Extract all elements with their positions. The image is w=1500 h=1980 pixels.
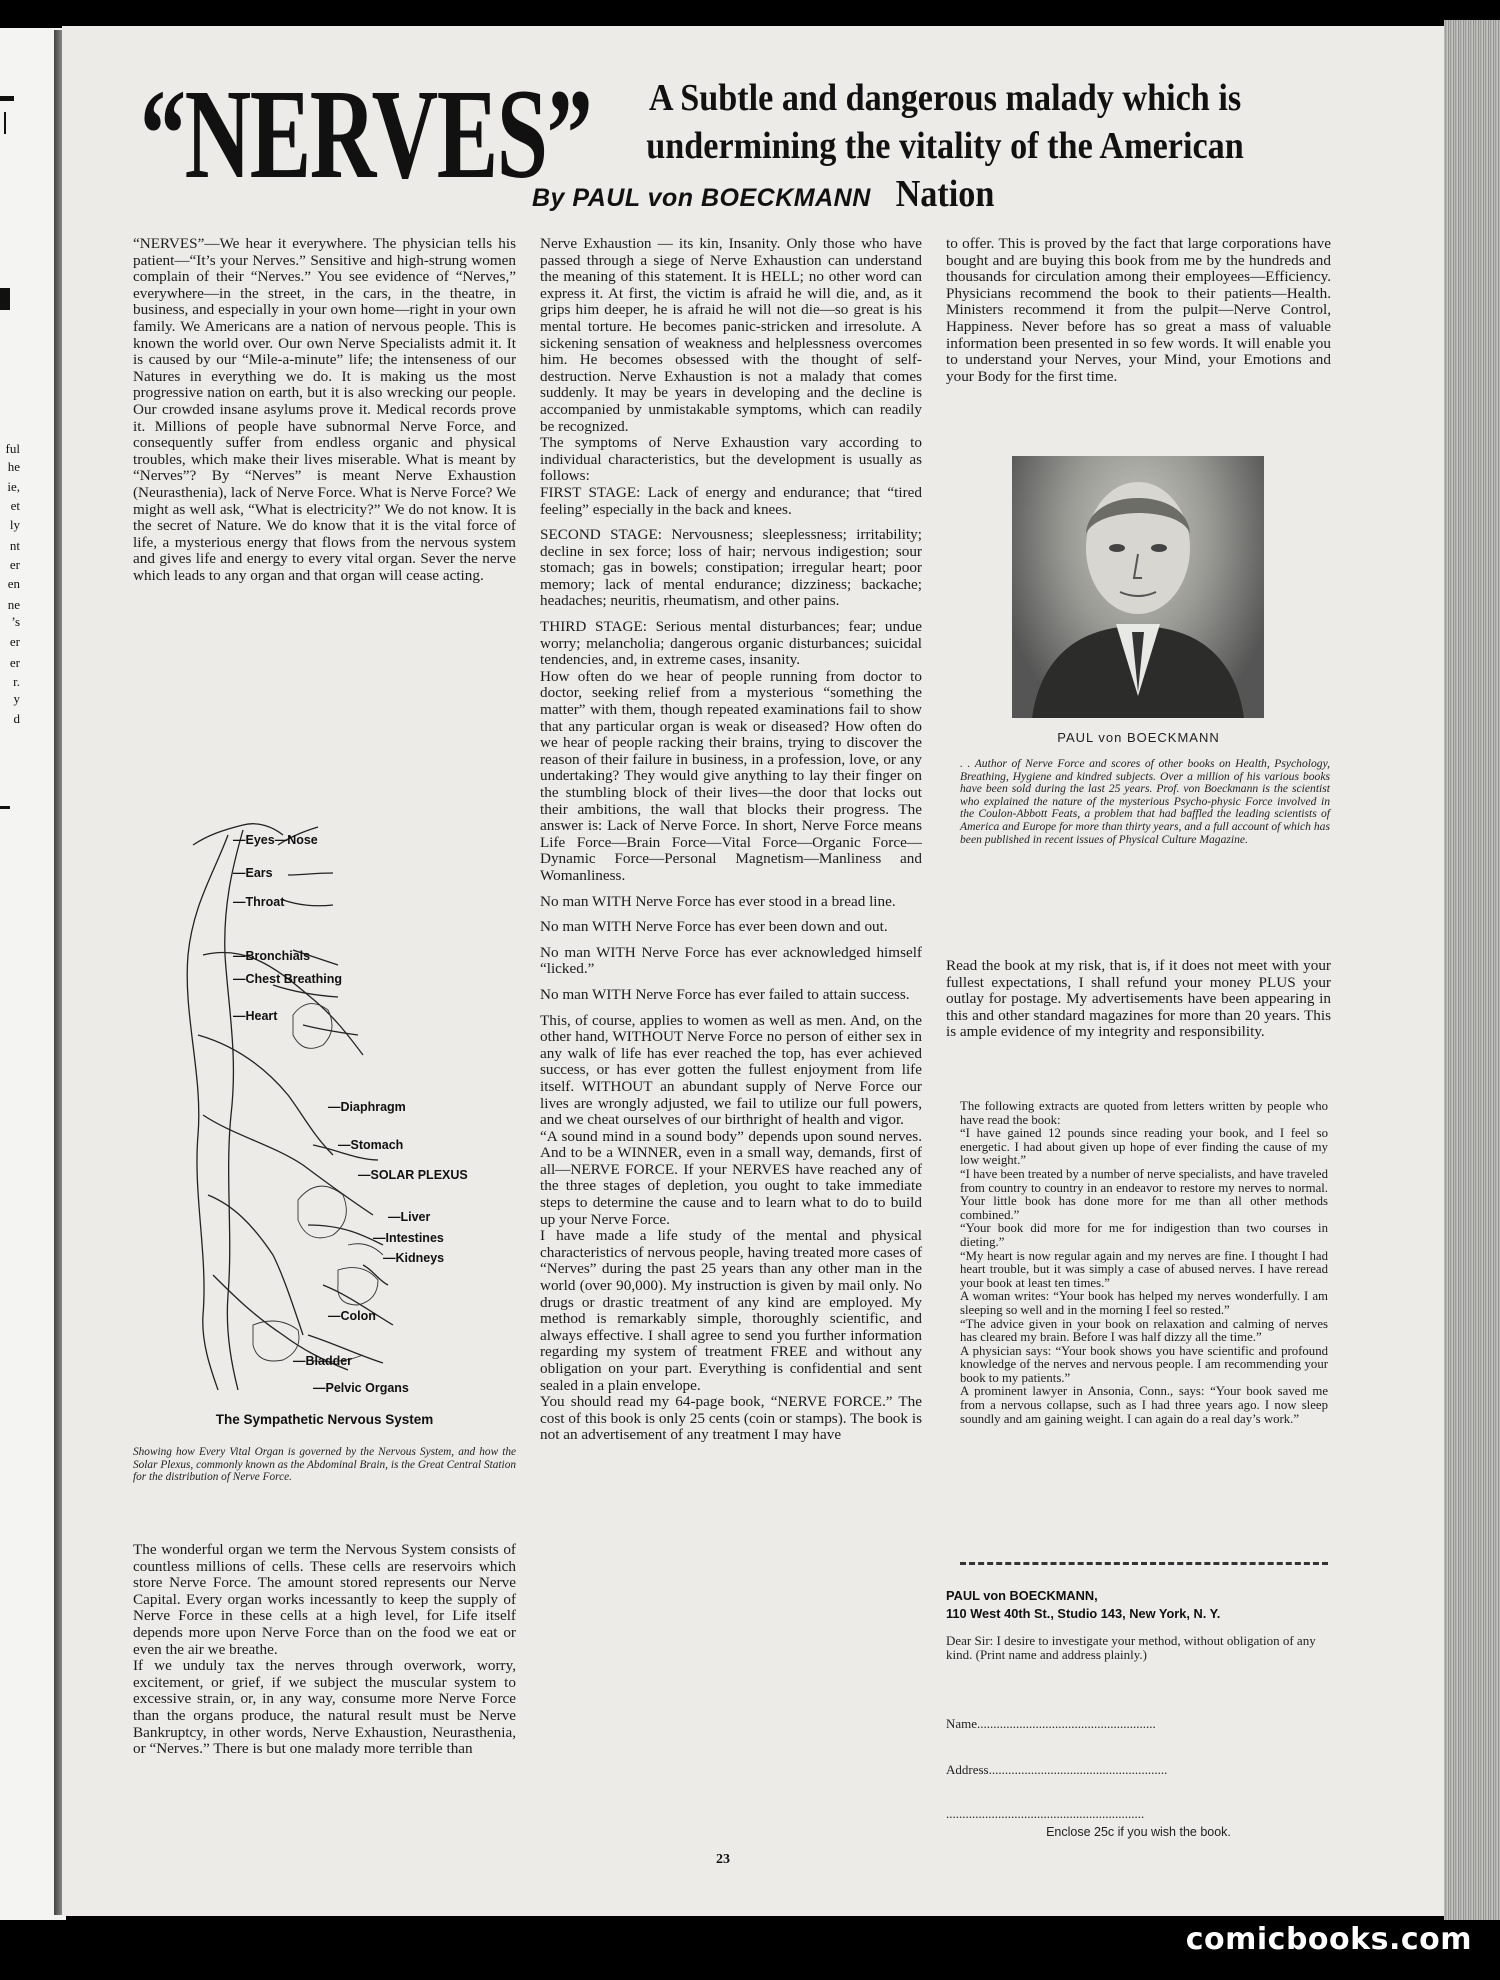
page-number: 23	[716, 1852, 730, 1867]
left-page-fragment: nt	[9, 538, 20, 553]
diagram-label-bladder: —Bladder	[293, 1354, 353, 1368]
left-page-fragment: en	[7, 576, 20, 591]
coupon-recipient-address: 110 West 40th St., Studio 143, New York, N. Y.	[946, 1606, 1221, 1621]
testimonial: A woman writes: “Your book has helped my nerves wonderfully. I am sleeping so well and in the morning I feel so rested.”	[960, 1289, 1328, 1317]
portrait-caption: PAUL von BOECKMANN	[1057, 730, 1220, 745]
testimonial-intro: The following extracts are quoted from letters written by people who have read the book:	[960, 1099, 1328, 1127]
left-page-fragment: ’s	[11, 614, 20, 629]
paragraph: Nerve Exhaustion — its kin, Insanity. Only those who have passed through a siege of Nerve Exhaustion can understand the meaning of this statement. It is HELL; no other word can express it. At first, the victim is afraid he will die, and, as it grips him deeper, he is afraid he will not die—so great is his mental torture. He becomes panic-stricken and irresolute. A sickening sensation of weakness and helplessness overcomes him. He becomes obsessed with the thought of self-destruction. Nerve Exhaustion is not a malady that comes suddenly. It may be years in developing and the decline is accompanied by unmistakable symptoms, which can readily be recognized.	[540, 235, 922, 435]
testimonials	[960, 1100, 1328, 1426]
byline: By PAUL von BOECKMANN	[532, 184, 871, 212]
coupon-address-line-2[interactable]: .............................................................	[946, 1806, 1145, 1821]
diagram-label-pelvic-organs: —Pelvic Organs	[313, 1381, 409, 1395]
diagram-label-colon: —Colon	[328, 1309, 376, 1323]
coupon-name-field[interactable]: Name.......................................................	[946, 1716, 1156, 1731]
diagram-label-liver: —Liver	[388, 1210, 431, 1224]
paragraph: “NERVES”—We hear it everywhere. The physician tells his patient—“It’s your Nerves.” Sensitive and high-strung women complain of their “Nerves.” You see evidence of “Nerves,” everywhere—in the street, in the cars, in the theatre, in business, and especially in your own home—right in your own family. We Americans are a nation of nervous people. This is known the world over. Our own Nerve Specialists admit it. It is caused by our “Mile-a-minute” life; the intenseness of our Natures in everything we do. It is making us the most progressive nation on earth, but it is also wrecking our people. Our crowded insane asylums prove it. Medical records prove it. Millions of people have subnormal Nerve Force, and consequently suffer from endless organic and physical troubles, which make their lives miserable. What is meant by “Nerves”? By “Nerves” is meant Nerve Exhaustion (Neurasthenia), lack of Nerve Force. What is Nerve Force? We might as well ask, “What is electricity?” We do not know. It is the secret of Nature. We do know that it is the vital force of life, a mysterious energy that flows from the nervous system and gives life and energy to every vital organ. Sever the nerve which leads to any organ and that organ will cease acting.	[133, 235, 516, 584]
diagram-label-diaphragm: —Diaphragm	[328, 1100, 406, 1114]
testimonial: “The advice given in your book on relaxation and calming of nerves has cleared my brain. Before I was half dizzy all the time.”	[960, 1316, 1328, 1345]
diagram-label-ears: —Ears	[233, 866, 273, 880]
left-page-fragment: ne	[7, 597, 20, 612]
testimonial: “My heart is now regular again and my nerves are fine. I thought I had heart trouble, but it was simply a case of abused nerves. I have reread your book at least ten times.”	[960, 1248, 1328, 1290]
column-1-continued	[133, 1542, 516, 1758]
paragraph: THIRD STAGE: Serious mental disturbances; fear; undue worry; melancholia; dangerous organic disturbances; suicidal tendencies, and, in extreme cases, insanity.	[540, 618, 922, 669]
paragraph: No man WITH Nerve Force has ever failed to attain success.	[540, 985, 910, 1003]
diagram-label-bronchials: —Bronchials	[233, 949, 311, 963]
paragraph: No man WITH Nerve Force has ever been down and out.	[540, 918, 888, 936]
paragraph: This, of course, applies to women as well as men. And, on the other hand, WITHOUT Nerve Force no person of either sex in any walk of life has ever reached the top, has ever achieved success, or has ever gotten the fullest enjoyment from life itself. WITHOUT an abundant supply of Nerve Force our lives are wrongly adjusted, we fail to utilize our full powers, and we cheat ourselves of our birthright of health and vigor.	[540, 1011, 922, 1129]
diagram-caption: Showing how Every Vital Organ is governed by the Nervous System, and how the Solar Plexus, commonly known as the Abdominal Brain, is the Great Central Station for the distribution of Nerve Force.	[133, 1446, 516, 1484]
left-page-fragment: er	[9, 557, 20, 572]
paragraph: I have made a life study of the mental and physical characteristics of nervous people, having treated more cases of “Nerves” during the past 25 years than any other man in the world (over 90,000). My instruction is given by mail only. No drugs or drastic treatment of any kind are employed. My method is remarkably simple, thoroughly scientific, and always effective. I shall agree to send you further information regarding my system of treatment FREE and without any obligation on your part. Everything is confidential and sent sealed in a plain envelope.	[540, 1227, 922, 1394]
testimonial: “I have been treated by a number of nerve specialists, and have traveled from country to country in an endeavor to restore my nerves to normal. Your little book has done more for me than all other methods combined.”	[960, 1166, 1328, 1222]
left-page-fragment: ly	[9, 517, 20, 532]
left-page-fragment: y	[13, 691, 20, 706]
left-page-fragment: ful	[5, 441, 20, 456]
paragraph: to offer. This is proved by the fact that large corporations have bought and are buying this book from me by the hundreds and thousands for circulation among their employees—Efficiency. Physicians recommend the book to their patients—Health. Ministers recommend it from the pulpit—Nerve Control, Happiness. Never before has so great a mass of valuable information been presented in so few words. It will enable you to understand your Nerves, your Mind, your Emotions and your Body for the first time.	[946, 235, 1331, 385]
diagram-label-intestines: —Intestines	[373, 1231, 444, 1245]
paragraph: “A sound mind in a sound body” depends upon sound nerves. And to be a WINNER, even in a small way, demands, first of all—NERVE FORCE. If your NERVES have reached any of the three stages of depletion, you ought to take immediate steps to determine the cause and to learn what to do to build up your Nerve Force.	[540, 1127, 922, 1228]
paragraph: Read the book at my risk, that is, if it does not meet with your fullest expectations, I shall refund your money PLUS your outlay for postage. My advertisements have been appearing in this and other standard magazines for more than 20 years. This is ample evidence of my integrity and responsibility.	[946, 957, 1331, 1041]
paragraph: No man WITH Nerve Force has ever acknowledged himself “licked.”	[540, 943, 922, 978]
left-page-fragment: et	[10, 498, 20, 513]
coupon-recipient-name: PAUL von BOECKMANN,	[946, 1588, 1098, 1603]
column-2	[540, 236, 922, 1444]
left-page-fragment: he	[7, 459, 20, 474]
left-page-fragment: er	[9, 634, 20, 649]
left-page-fragment: er	[9, 655, 20, 670]
diagram-label-kidneys: —Kidneys	[383, 1251, 445, 1265]
author-bio: . . Author of Nerve Force and scores of other books on Health, Psychology, Breathing, Hygiene and kindred subjects. Over a million of his various books have been sold during the last 25 years. Prof. von Boeckmann is the scientist who explained the nature of the mysterious Psycho-physic Force involved in the Coulon-Abbott Feats, a problem that had baffled the leading scientists of America and Europe for more than thirty years, and a full account of which has been published in recent issues of Physical Culture Magazine.	[960, 757, 1330, 846]
nervous-system-diagram	[133, 815, 516, 1395]
portrait-illustration	[1012, 456, 1264, 718]
diagram-title: The Sympathetic Nervous System	[215, 1412, 434, 1427]
testimonial: A physician says: “Your book shows you have scientific and profound knowledge of the nerves and nervous people. I am recommending your book to my patients.”	[960, 1343, 1328, 1385]
paragraph: FIRST STAGE: Lack of energy and endurance; that “tired feeling” especially in the back and knees.	[540, 483, 922, 518]
nerve-illustration	[133, 815, 516, 1395]
paragraph: No man WITH Nerve Force has ever stood in a bread line.	[540, 892, 896, 910]
diagram-label-eyes-nose: —Eyes—Nose	[233, 833, 318, 847]
diagram-label-chest-breathing: —Chest Breathing	[233, 972, 343, 986]
paragraph: The symptoms of Nerve Exhaustion vary according to individual characteristics, but the development is usually as follows:	[540, 434, 922, 485]
left-page-fragment: ie,	[7, 479, 20, 494]
column-3-guarantee	[946, 958, 1331, 1041]
left-page-fragment: r.	[13, 674, 20, 689]
column-1	[133, 236, 516, 584]
paragraph: You should read my 64-page book, “NERVE FORCE.” The cost of this book is only 25 cents (coin or stamps). The book is not an advertisement of any treatment I may have	[540, 1393, 922, 1444]
paragraph: SECOND STAGE: Nervousness; sleeplessness; irritability; decline in sex force; loss of hair; nervous indigestion; sour stomach; gas in bowels; constipation; irregular heart; poor memory; lack of mental endurance; dizziness; backache; headaches; neuritis, rheumatism, and other pains.	[540, 526, 922, 610]
paragraph: The wonderful organ we term the Nervous System consists of countless millions of cells. These cells are reservoirs which store Nerve Force. The amount stored represents our Nerve Capital. Every organ works incessantly to keep the supply of Nerve Force in these cells at a high level, for Life itself depends more upon Nerve Force than on the food we eat or even the air we breathe.	[133, 1541, 516, 1658]
coupon-enclose-note: Enclose 25c if you wish the book.	[1046, 1825, 1231, 1839]
watermark: comicbooks.com	[1185, 1922, 1472, 1957]
testimonial: “I have gained 12 pounds since reading your book, and I feel so energetic. I had about given up hope of ever finding the cause of my low weight.”	[960, 1126, 1328, 1168]
column-3	[946, 236, 1331, 385]
coupon-address-field[interactable]: Address.......................................................	[946, 1762, 1168, 1777]
author-portrait	[1012, 456, 1264, 718]
coupon-body: Dear Sir: I desire to investigate your method, without obligation of any kind. (Print name and address plainly.)	[946, 1633, 1316, 1662]
paragraph: If we unduly tax the nerves through overwork, worry, excitement, or grief, if we subject the muscular system to excessive strain, or, in any way, consume more Nerve Force than the organs produce, the natural result must be Nerve Bankruptcy, in other words, Nerve Exhaustion, Neurasthenia, or “Nerves.” There is but one malady more terrible than	[133, 1657, 516, 1758]
left-page-fragment: d	[13, 711, 20, 726]
coupon-cut-line	[960, 1562, 1328, 1565]
subtitle: A Subtle and dangerous malady which is undermining the vitality of the American Nation	[646, 77, 1244, 215]
diagram-label-heart: —Heart	[233, 1009, 278, 1023]
diagram-label-solar-plexus: —SOLAR PLEXUS	[358, 1168, 468, 1182]
testimonial: “Your book did more for me for indigestion than two courses in dieting.”	[960, 1221, 1328, 1249]
testimonial: A prominent lawyer in Ansonia, Conn., says: “Your book saved me from a nervous collapse, such as I had three years ago. I now sleep soundly and am gaining weight. I can again do a real day’s work.”	[960, 1384, 1328, 1426]
headline: “NERVES”	[140, 63, 592, 205]
diagram-label-throat: —Throat	[233, 895, 285, 909]
paragraph: How often do we hear of people running from doctor to doctor, seeking relief from a mysterious “something the matter” with them, though repeated examinations fail to show that any particular organ is weak or diseased? How often do we hear of people racking their brains, trying to discover the reason of their failure in business, in a profession, love, or any undertaking? They would give anything to lay their finger on the stumbling block of their lives—the door that locks out their ambitions, the wall that blocks their progress. The answer is: Lack of Nerve Force. In short, Nerve Force means Life Force—Brain Force—Vital Force—Organic Force—Dynamic Force—Personal Magnetism—Manliness and Womanliness.	[540, 667, 922, 884]
diagram-label-stomach: —Stomach	[338, 1138, 404, 1152]
right-page-stack	[1444, 20, 1500, 1920]
